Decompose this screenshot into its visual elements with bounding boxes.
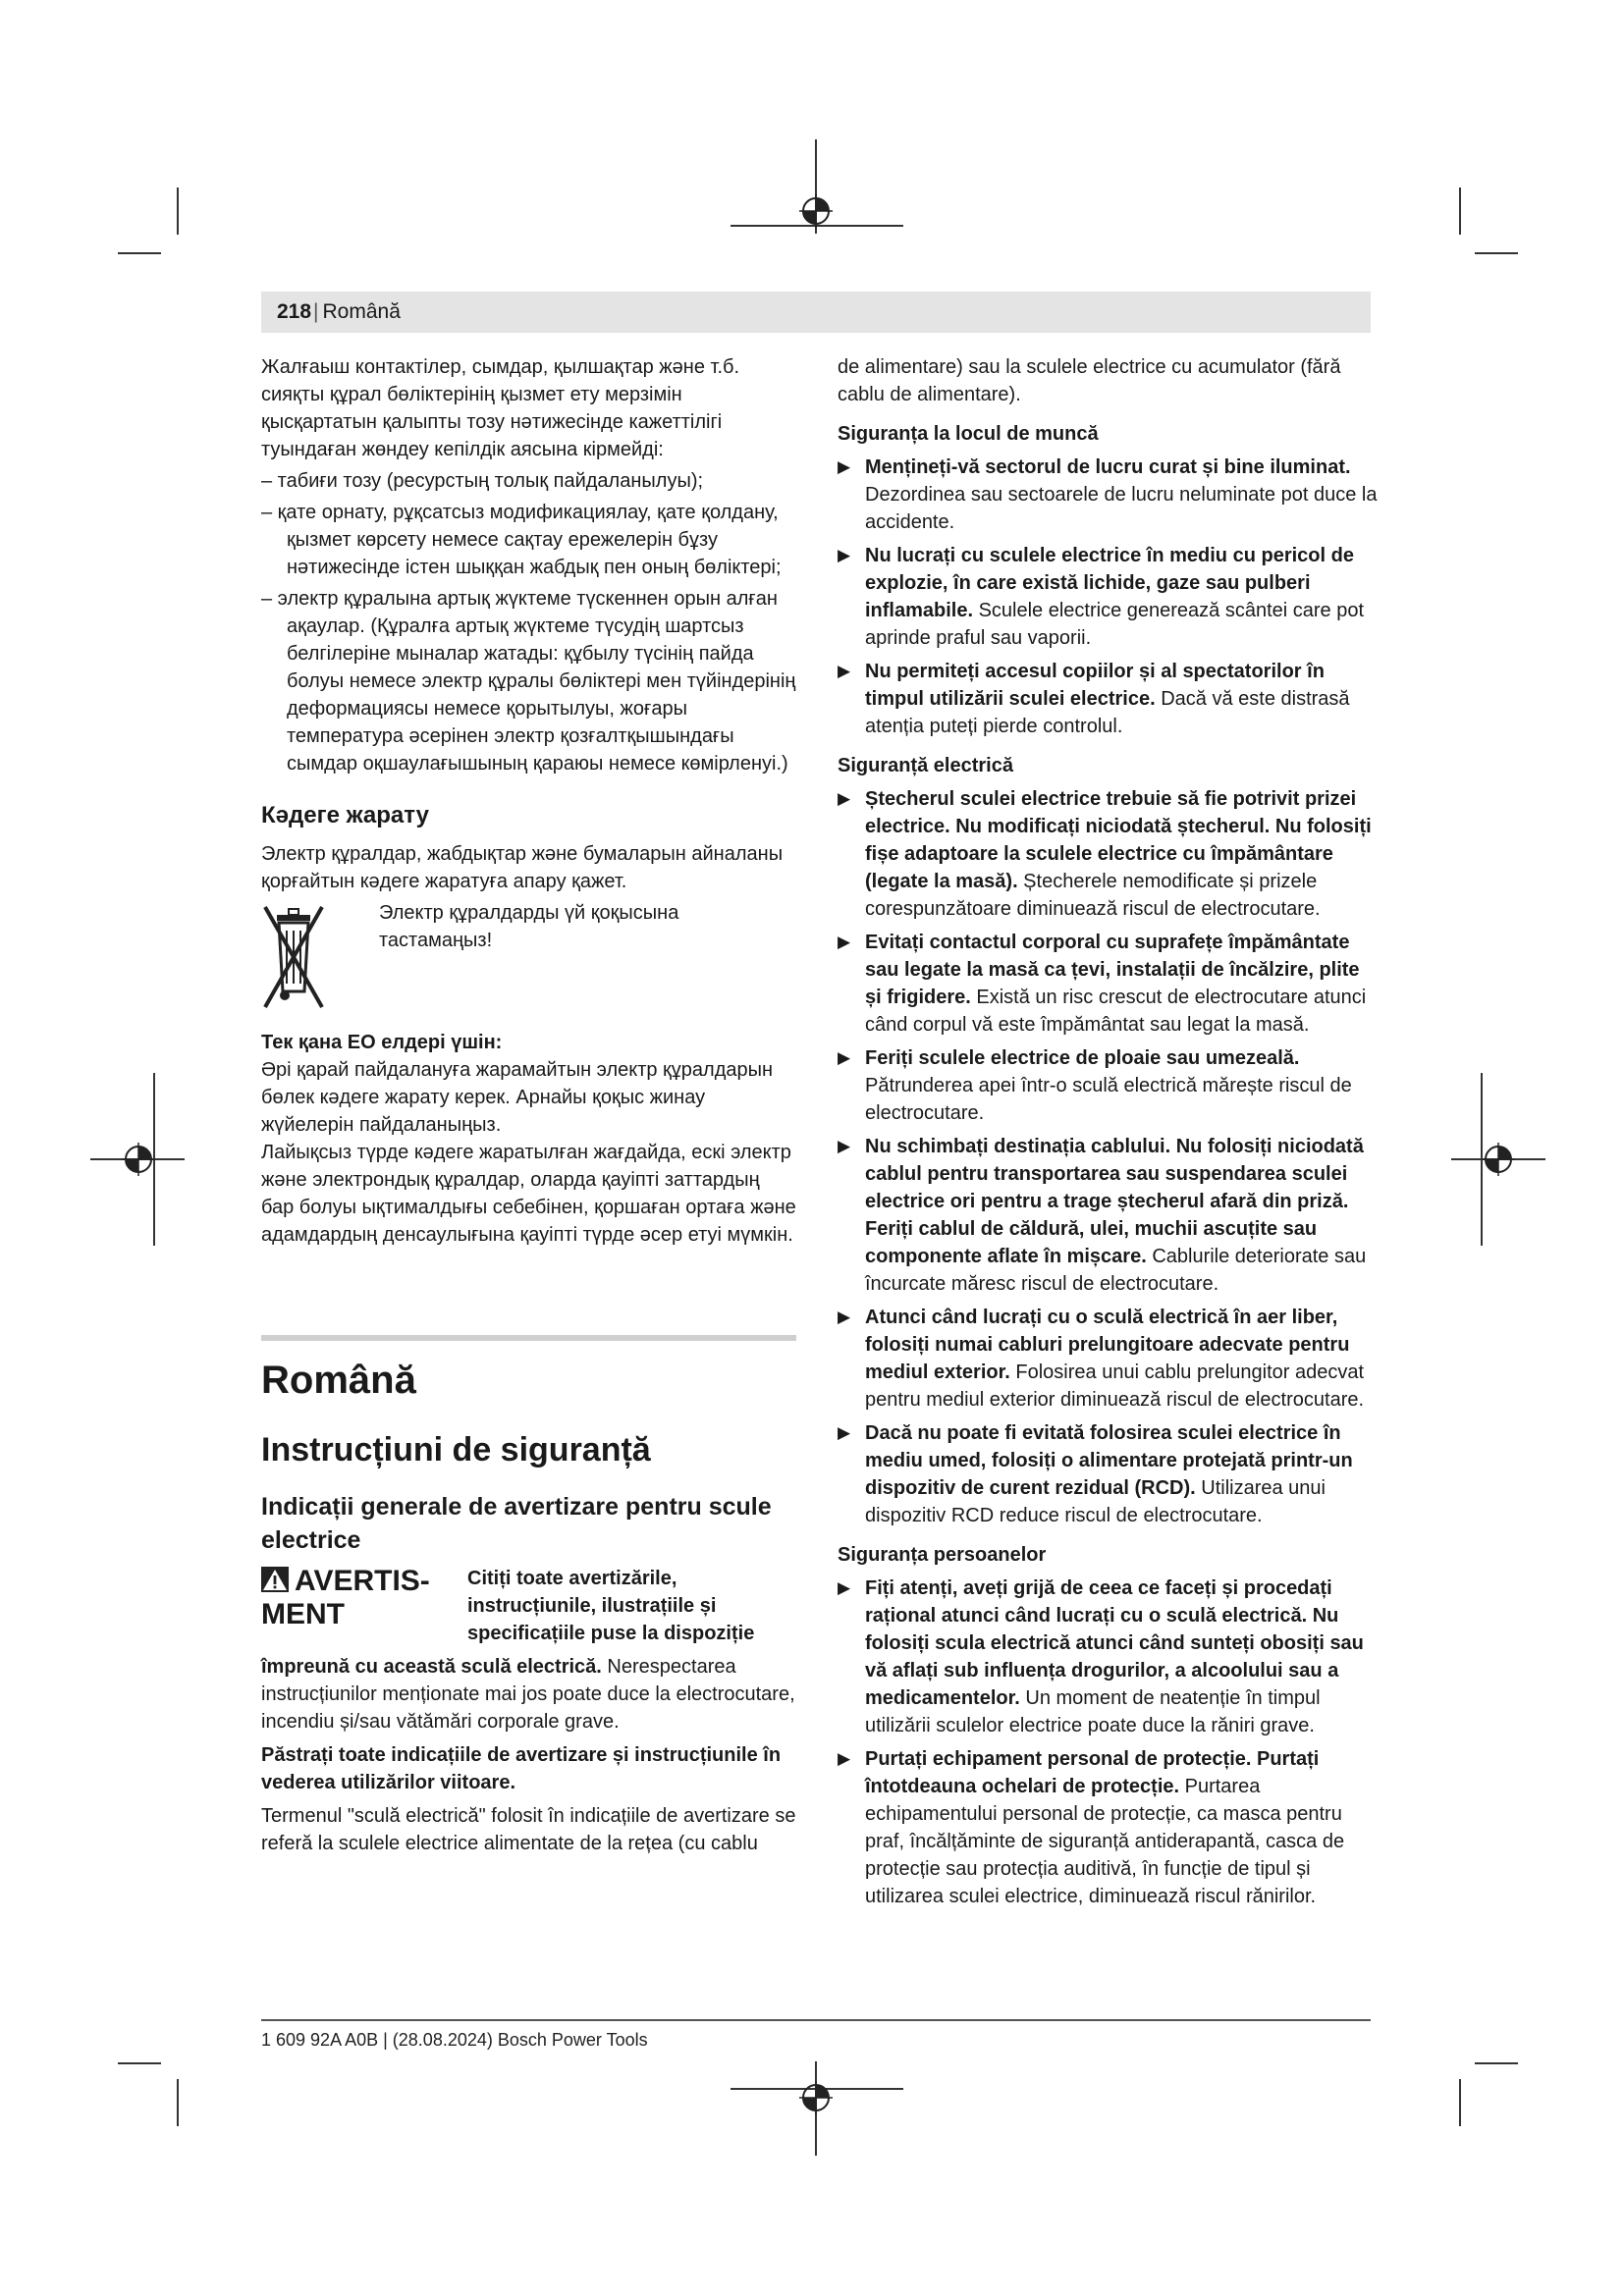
warning-block bbox=[261, 1565, 796, 1653]
electrical-safety-list bbox=[838, 785, 1380, 1529]
triangle-right-icon: ▶ bbox=[838, 1749, 851, 1768]
bullet-text: Cablurile deteriorate sau încurcate măresc riscul de electrocutare. bbox=[865, 1246, 1367, 1295]
bullet-bold-text: Nu lucrați cu sculele electrice în mediu cu pericol de explozie, în care există lichide, gaze sau pulberi inflamabile. bbox=[865, 545, 1354, 621]
right-column bbox=[838, 353, 1380, 1910]
triangle-right-icon: ▶ bbox=[838, 1423, 851, 1442]
language-section-title: Română bbox=[261, 1359, 416, 1402]
triangle-right-icon: ▶ bbox=[838, 662, 851, 680]
bullet-bold-text: Fiți atenți, aveți grijă de ceea ce faceți și procedați rațional atunci când lucrați cu o sculă electrică. Nu folosiți scula electrică atunci când sunteți obosiți sau vă aflați sub influența drogurilor, a alcoolului sau a medicamentelor. bbox=[865, 1577, 1364, 1709]
crop-mark bbox=[1459, 2079, 1461, 2126]
bullet-text: Utilizarea unui dispozitiv RCD reduce riscul de electrocutare. bbox=[865, 1477, 1326, 1526]
personal-safety-list bbox=[838, 1575, 1380, 1910]
safety-bullet-item bbox=[838, 1745, 1380, 1910]
electrical-safety-heading: Siguranță electrică bbox=[838, 755, 1013, 776]
bullet-bold-text: Purtați echipament personal de protecție. Purtați întotdeauna ochelari de protecție. bbox=[865, 1748, 1320, 1797]
bullet-bold-text: Nu schimbați destinația cablului. Nu folosiți niciodată cablul pentru transportarea sau suspendarea sculei electrice ori pentru a trage ștecherul afară din priză. Feriți cablul de căldură, ulei, muchii ascuțite sau componente aflate în mișcare. bbox=[865, 1136, 1364, 1267]
bullet-bold-text: Mențineți-vă sectorul de lucru curat și bine iluminat. bbox=[865, 456, 1351, 478]
section-divider bbox=[261, 1335, 796, 1341]
triangle-right-icon: ▶ bbox=[838, 1137, 851, 1155]
bullet-text: Sculele electrice generează scântei care pot aprinde praful sau vaporii. bbox=[865, 600, 1365, 649]
bullet-bold-text: Evitați contactul corporal cu suprafețe împământate sau legate la masă ca țevi, instalații de încălzire, plite și frigidere. bbox=[865, 932, 1360, 1008]
triangle-right-icon: ▶ bbox=[838, 1308, 851, 1326]
bullet-bold-text: Ștecherul sculei electrice trebuie să fie potrivit prizei electrice. Nu modificați niciodată ștecherul. Nu folosiți fișe adaptoare la sculele electrice cu împământare (legate la masă). bbox=[865, 788, 1372, 892]
safety-bullet-item bbox=[838, 1304, 1380, 1414]
bullet-text: Există un risc crescut de electrocutare atunci când corpul vă este împământat sau legat la masă. bbox=[865, 987, 1367, 1036]
power-tool-term: Termenul "sculă electrică" folosit în indicațiile de avertizare se referă la sculele electrice alimentate de la rețea (cu cablu bbox=[261, 1805, 796, 1854]
header-separator: | bbox=[313, 300, 319, 323]
eu-text: Әрі қарай пайдалануға жарамайтын электр құралдарын бөлек кәдеге жарату керек. Арнайы қоқыс жинау жүйелерін пайдаланыңыз. bbox=[261, 1059, 774, 1136]
disposal-text: Электр құралдар, жабдықтар және бумаларын айналаны қорғайтын кәдеге жаратуға апару қажет. bbox=[261, 843, 784, 892]
warranty-paragraph: Жалғаыш контактілер, сымдар, қылшақтар және т.б. сияқты құрал бөліктерінің қызмет ету мерзімін қысқартатын қалыпты тозу нәтижесінде кажеттілігі туындаған жөндеу кепілдік аясына кірмейді: bbox=[261, 356, 740, 460]
safety-bullet-item bbox=[838, 454, 1380, 536]
header-section: Română bbox=[322, 300, 401, 323]
disposal-heading: Кәдеге жарату bbox=[261, 802, 429, 828]
triangle-right-icon: ▶ bbox=[838, 1048, 851, 1067]
bullet-bold-text: Atunci când lucrați cu o sculă electrică în aer liber, folosiți numai cabluri prelungitoare adecvate pentru mediul exterior. bbox=[865, 1307, 1350, 1383]
warning-triangle-icon bbox=[261, 1567, 289, 1592]
footer-rule bbox=[261, 2019, 1371, 2021]
registration-mark-icon bbox=[1482, 1143, 1515, 1176]
personal-safety-heading: Siguranța persoanelor bbox=[838, 1544, 1047, 1566]
eu-heading: Тек қана ЕО елдері үшін: bbox=[261, 1032, 503, 1053]
work-area-list bbox=[838, 454, 1380, 740]
safety-bullet-item bbox=[838, 1133, 1380, 1298]
warning-continuation-bold: împreună cu această sculă electrică. bbox=[261, 1656, 602, 1678]
bullet-text: Purtarea echipamentului personal de protecție, ca masca pentru praf, încălțăminte de siguranță antiderapantă, casca de protecție sau protecția auditivă, în funcție de tipul și utilizarea sculei electrice, diminuează riscul rănirilor. bbox=[865, 1776, 1345, 1907]
warranty-exclusion-item: – табиғи тозу (ресурстың толық пайдаланылуы); bbox=[261, 470, 704, 492]
crop-mark bbox=[1459, 187, 1461, 235]
general-warnings-heading: Indicații generale de avertizare pentru scule electrice bbox=[261, 1493, 772, 1554]
registration-mark-icon bbox=[122, 1143, 155, 1176]
warning-label bbox=[261, 1565, 458, 1631]
crop-mark bbox=[177, 2079, 179, 2126]
page-header bbox=[277, 300, 401, 324]
weee-notice bbox=[261, 899, 796, 1017]
crop-mark bbox=[177, 187, 179, 235]
safety-bullet-item bbox=[838, 542, 1380, 652]
triangle-right-icon: ▶ bbox=[838, 457, 851, 476]
eu-text: Лайықсыз түрде кәдеге жаратылған жағдайда, ескі электр және электрондық құралдар, оларда қауіпті заттардың бар болуы ықтималдығы себебінен, қоршаған ортаға және адамдардың денсаулығына қауіпті түрде әсер етуі мүмкін. bbox=[261, 1142, 796, 1246]
safety-bullet-item bbox=[838, 658, 1380, 740]
weee-text: Электр құралдарды үй қоқысына тастамаңыз! bbox=[379, 902, 679, 951]
keep-instructions: Păstrați toate indicațiile de avertizare și instrucțiunile în vederea utilizărilor viitoare. bbox=[261, 1744, 782, 1793]
bullet-bold-text: Dacă nu poate fi evitată folosirea sculei electrice în mediu umed, folosiți o alimentare protejată printr-un dispozitiv de curent rezidual (RCD). bbox=[865, 1422, 1353, 1499]
term-continuation: de alimentare) sau la sculele electrice cu acumulator (fără cablu de alimentare). bbox=[838, 356, 1341, 405]
bullet-text: Folosirea unui cablu prelungitor adecvat pentru mediul exterior diminuează riscul de electrocutare. bbox=[865, 1362, 1365, 1411]
warning-continuation-text: Nerespectarea instrucțiunilor menționate mai jos poate duce la electrocutare, incendiu și/sau vătămări corporale grave. bbox=[261, 1656, 795, 1733]
page-header-bar bbox=[261, 292, 1371, 333]
bullet-text: Dezordinea sau sectoarele de lucru neluminate pot duce la accidente. bbox=[865, 484, 1378, 533]
work-area-heading: Siguranța la locul de muncă bbox=[838, 423, 1099, 445]
bullet-bold-text: Feriți sculele electrice de ploaie sau umezeală. bbox=[865, 1047, 1300, 1069]
bullet-text: Dacă vă este distrasă atenția puteți pierde controlul. bbox=[865, 688, 1350, 737]
crop-mark bbox=[118, 2062, 161, 2064]
bullet-text: Ștecherele nemodificate și prizele corespunzătoare diminuează riscul de electrocutare. bbox=[865, 871, 1321, 920]
safety-bullet-item bbox=[838, 1044, 1380, 1127]
safety-instructions-title: Instrucțiuni de siguranță bbox=[261, 1431, 651, 1468]
warning-continuation bbox=[261, 1653, 796, 1735]
warning-intro: Citiți toate avertizările, instrucțiunile, ilustrațiile și specificațiile puse la dispoziție bbox=[467, 1568, 755, 1644]
page-footer: 1 609 92A A0B | (28.08.2024) Bosch Power Tools bbox=[261, 2030, 648, 2050]
crossed-out-wheelie-bin-icon bbox=[263, 901, 324, 1011]
triangle-right-icon: ▶ bbox=[838, 546, 851, 564]
left-column bbox=[261, 353, 796, 1857]
safety-bullet-item bbox=[838, 929, 1380, 1039]
safety-bullet-item bbox=[838, 785, 1380, 923]
registration-mark-icon bbox=[799, 194, 833, 228]
crop-mark bbox=[1475, 252, 1518, 254]
warranty-exclusion-item: – қате орнату, рұқсатсыз модификациялау, қате қолдану, қызмет көрсету немесе сақтау ережелерін бұзу нәтижесінде істен шыққан жабдық пен оның бөліктері; bbox=[261, 502, 782, 578]
bullet-text: Pătrunderea apei într-o sculă electrică mărește riscul de electrocutare. bbox=[865, 1075, 1352, 1124]
registration-mark-icon bbox=[799, 2081, 833, 2114]
safety-bullet-item bbox=[838, 1575, 1380, 1739]
warranty-exclusion-item: – электр құралына артық жүктеме түскеннен орын алған ақаулар. (Құралға артық жүктеме түсудің шартсыз белгілеріне мыналар жатады: құбылу түсінің пайда болуы немесе электр құралы бөліктері мен түйіндерінің деформациясы немесе қорытылуы, жоғары температура әсерінен электр қозғалтқышындағы сымдар оқшаулағышының қараюы немесе көмірленуі.) bbox=[261, 588, 796, 774]
triangle-right-icon: ▶ bbox=[838, 933, 851, 951]
crop-mark bbox=[1475, 2062, 1518, 2064]
triangle-right-icon: ▶ bbox=[838, 789, 851, 808]
triangle-right-icon: ▶ bbox=[838, 1578, 851, 1597]
bullet-text: Un moment de neatenție în timpul utilizării sculelor electrice poate duce la răniri grave. bbox=[865, 1687, 1321, 1736]
warning-label-text: AVERTISMENT bbox=[261, 1565, 430, 1630]
bullet-bold-text: Nu permiteți accesul copiilor și al spectatorilor în timpul utilizării sculei electrice. bbox=[865, 661, 1325, 710]
page-number: 218 bbox=[277, 300, 312, 323]
crop-mark bbox=[118, 252, 161, 254]
safety-bullet-item bbox=[838, 1419, 1380, 1529]
